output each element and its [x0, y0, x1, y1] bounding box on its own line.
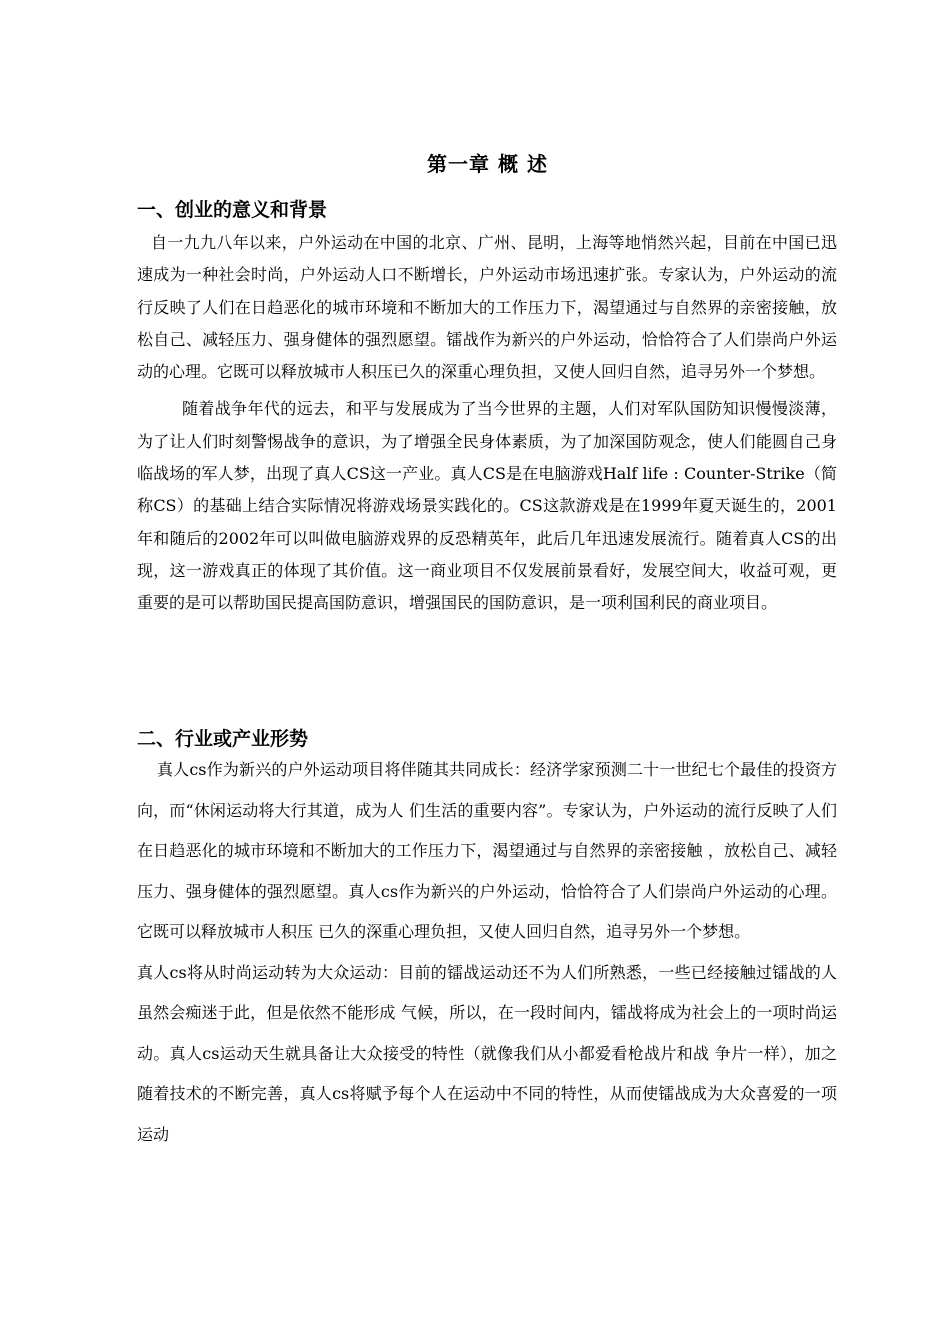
- section-industry: [137, 726, 837, 1155]
- paragraph: 真人cs将从时尚运动转为大众运动：目前的镭战运动还不为人们所熟悉，一些已经接触过镭战的人虽然会痴迷于此，但是依然不能形成 气候，所以，在一段时间内，镭战将成为社会上的一项时尚运动。真人cs运动天生就具备让大众接受的特性（就像我们从小都爱看枪战片和战 争片一样），加之随着技术的不断完善，真人cs将赋予每个人在运动中不同的特性，从而使镭战成为大众喜爱的一项运动: [137, 962, 837, 1144]
- paragraph: 真人cs作为新兴的户外运动项目将伴随其共同成长：经济学家预测二十一世纪七个最佳的投资方向，而“休闲运动将大行其道，成为人 们生活的重要内容”。专家认为，户外运动的流行反映了人们在日趋恶化的城市环境和不断加大的工作压力下，渴望通过与自然界的亲密接触 ，放松自己、减轻压力、强身健体的强烈愿望。真人cs作为新兴的户外运动，恰恰符合了人们崇尚户外运动的心理。它既可以释放城市人积压 已久的深重心理负担，又使人回归自然，追寻另外一个梦想。: [137, 760, 837, 941]
- section-heading-industry: 二、行业或产业形势: [137, 728, 309, 750]
- paragraph: 自一九九八年以来，户外运动在中国的北京、广州、昆明，上海等地悄然兴起，目前在中国已迅速成为一种社会时尚，户外运动人口不断增长，户外运动市场迅速扩张。专家认为，户外运动的流行反映了人们在日趋恶化的城市环境和不断加大的工作压力下，渴望通过与自然界的亲密接触，放松自己、减轻压力、强身健体的强烈愿望。镭战作为新兴的户外运动，恰恰符合了人们崇尚户外运动的心理。它既可以释放城市人积压已久的深重心理负担，又使人回归自然，追寻另外一个梦想。: [137, 233, 837, 382]
- paragraph: 随着战争年代的远去，和平与发展成为了当今世界的主题，人们对军队国防知识慢慢淡薄，为了让人们时刻警惕战争的意识，为了增强全民身体素质，为了加深国防观念，使人们能圆自己身临战场的军人梦，出现了真人CS这一产业。真人CS是在电脑游戏Half life : Counter-Strike（简称CS）的基础上结合实际情况将游戏场景实践化的。CS这款游戏是在1999年夏天诞生的，2001年和随后的2002年可以叫做电脑游戏界的反恐精英年，此后几年迅速发展流行。随着真人CS的出现，这一游戏真正的体现了其价值。这一商业项目不仅发展前景看好，发展空间大，收益可观，更重要的是可以帮助国民提高国防意识，增强国民的国防意识，是一项利国利民的商业项目。: [137, 399, 837, 613]
- section-heading-background: 一、创业的意义和背景: [137, 199, 328, 221]
- section-background: [137, 197, 837, 620]
- chapter-title: 第一章 概 述: [427, 152, 548, 176]
